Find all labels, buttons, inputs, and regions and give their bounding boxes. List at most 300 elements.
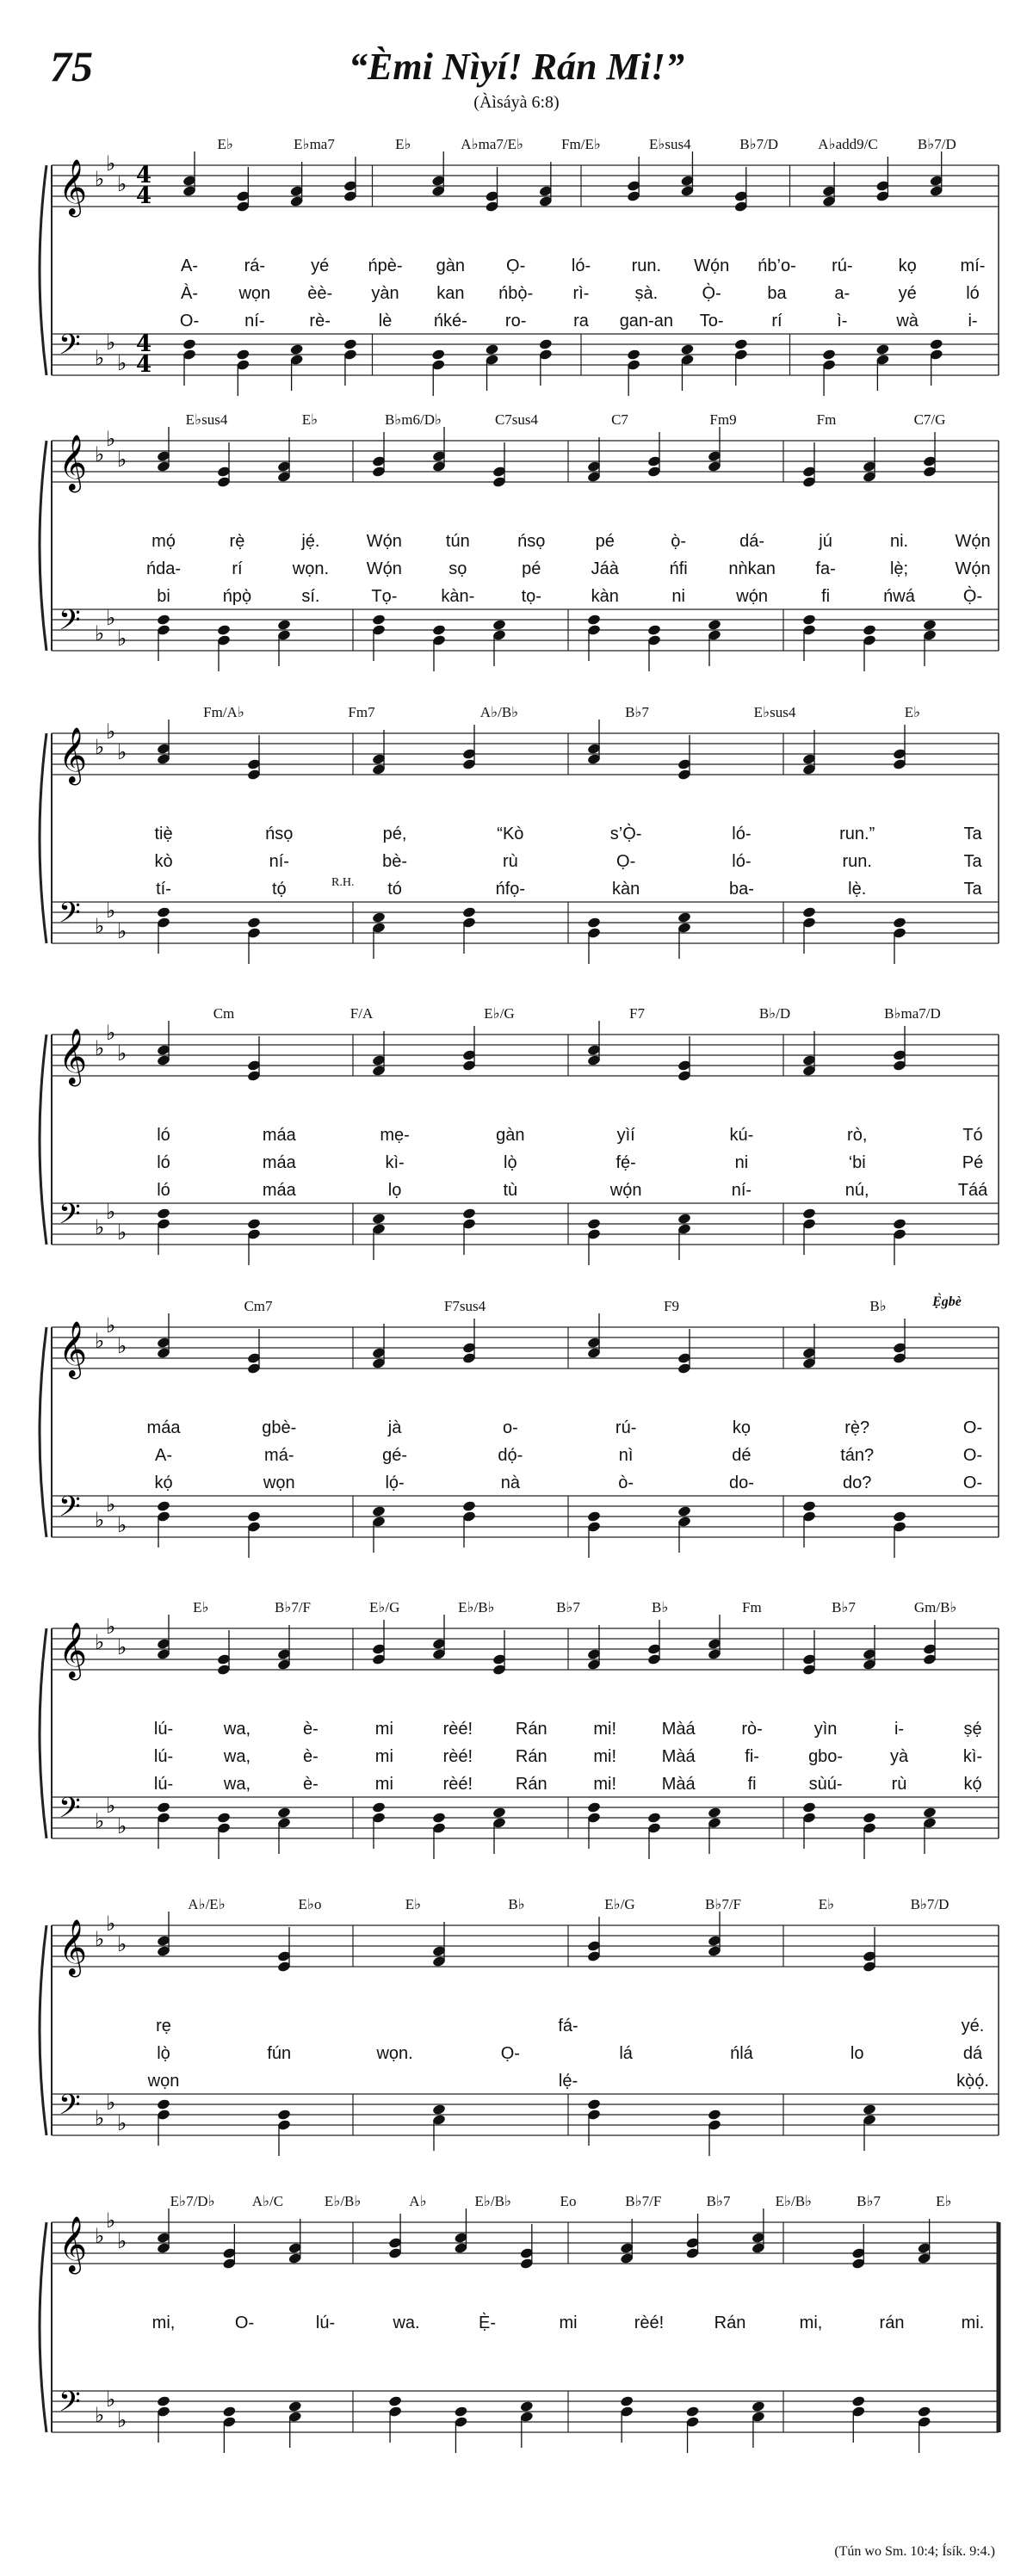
lyric-syllable: kì- [385, 1153, 405, 1172]
lyric-syllable: ba [767, 284, 787, 303]
bass-clef-icon: 𝄢 [59, 1491, 81, 1530]
chord-symbol: B♭m6/D♭ [384, 411, 442, 428]
chord-symbol: E♭sus4 [185, 411, 228, 428]
lyric-syllable: Wọ́n [955, 532, 991, 551]
lyric-verse-1 [0, 825, 1033, 847]
lyric-verse-2 [0, 1153, 1033, 1176]
lyric-syllable: ṣà. [634, 284, 659, 303]
lyric-syllable: máa [262, 1181, 296, 1200]
chord-symbol: E♭ [405, 1896, 422, 1912]
lyric-syllable: Màá [661, 1747, 696, 1766]
lyric-syllable: sùú- [808, 1775, 843, 1794]
lyric-syllable: ńpè- [368, 256, 403, 275]
lyric-syllable: lọ [387, 1181, 402, 1200]
music-system [0, 129, 1033, 413]
lyric-syllable: mi [374, 1775, 393, 1794]
lyric-syllable: jẹ́. [301, 532, 320, 551]
music-system [0, 697, 1033, 981]
key-signature-flat-icon: ♭ [106, 720, 116, 744]
lyric-syllable: mi, [799, 2313, 823, 2332]
bass-note [277, 1807, 292, 1819]
lyric-syllable: yìn [813, 1720, 838, 1739]
lyric-syllable: Ta [963, 880, 982, 899]
key-signature-flat-icon: ♭ [117, 1041, 127, 1066]
key-signature-flat-icon: ♭ [106, 2388, 116, 2412]
bass-note [587, 1510, 602, 1523]
key-signature-flat-icon: ♭ [117, 1334, 127, 1358]
time-signature: 4 [136, 183, 152, 209]
lyric-verse-2 [0, 852, 1033, 874]
hymn-title: “Èmi Nìyí! Rán Mi!” [349, 46, 684, 88]
lyric-syllable: s’Ọ̀- [609, 825, 642, 843]
lyric-syllable: tọ́ [271, 880, 287, 899]
lyric-syllable: fa- [815, 559, 836, 578]
hymn-number: 75 [50, 42, 93, 90]
lyric-syllable: yé [898, 284, 917, 303]
bass-note [587, 614, 602, 626]
lyric-syllable: lọ́- [385, 1473, 405, 1492]
lyric-syllable: ro- [504, 312, 527, 330]
lyric-syllable: dá [962, 2044, 983, 2063]
bass-note [277, 619, 292, 631]
treble-clef-icon: 𝄞 [59, 2216, 88, 2272]
lyric-syllable: dá- [739, 532, 765, 551]
lyric-syllable: ṣẹ́ [963, 1720, 982, 1739]
bass-clef-icon: 𝄢 [59, 604, 81, 644]
chord-symbol: F7 [629, 1005, 645, 1022]
chord-symbol: B♭7/F [704, 1896, 742, 1912]
time-signature: 4 [136, 331, 152, 357]
bass-note [587, 917, 602, 929]
key-signature-flat-icon: ♭ [106, 1794, 116, 1818]
lyric-syllable: rí [771, 312, 782, 330]
lyric-syllable: wọn [263, 1473, 295, 1492]
chord-symbol: E♭/G [368, 1599, 400, 1615]
lyric-syllable: kọ [898, 256, 917, 275]
treble-clef-icon: 𝄞 [59, 1622, 88, 1678]
lyric-verse-2 [0, 559, 1033, 582]
lyric-verse-1 [0, 1720, 1033, 1742]
lyric-syllable: ní- [731, 1181, 752, 1200]
chord-symbol: B♭ [651, 1599, 669, 1615]
key-signature-flat-icon: ♭ [95, 1630, 105, 1654]
lyric-syllable: ńpọ̀ [222, 587, 252, 606]
lyric-syllable: lú- [153, 1775, 174, 1794]
chord-symbol: Cm [213, 1005, 235, 1022]
lyric-syllable: tọ- [521, 587, 541, 606]
lyric-syllable: yé [311, 256, 330, 275]
lyric-syllable: dọ́- [498, 1446, 523, 1465]
bass-note [929, 338, 943, 350]
bass-note [277, 2109, 292, 2121]
bass-note [677, 911, 692, 924]
bass-note [372, 911, 387, 924]
bass-clef-icon: 𝄢 [59, 2089, 81, 2128]
lyric-syllable: rí [232, 559, 243, 578]
lyric-syllable: lo [850, 2044, 864, 2063]
chord-symbol: E♭ [301, 411, 319, 428]
lyric-syllable: rèé! [634, 2313, 665, 2332]
lyric-syllable: ńbọ̀- [498, 284, 534, 303]
lyric-syllable: i- [894, 1720, 905, 1739]
lyric-syllable: mi [374, 1747, 393, 1766]
bass-note [157, 614, 171, 626]
lyric-syllable: gàn [436, 256, 466, 275]
bass-note [462, 1208, 477, 1220]
music-system [0, 405, 1033, 689]
lyric-syllable: Ta [963, 852, 982, 871]
lyric-syllable: ló [157, 1153, 170, 1172]
chord-symbol: B♭7 [706, 2193, 731, 2209]
chord-symbol: Fm7 [348, 704, 375, 720]
bass-note [893, 1218, 907, 1230]
bass-note [685, 2406, 700, 2418]
bass-note [431, 349, 446, 361]
lyric-syllable: mi, [152, 2313, 176, 2332]
bass-note [485, 343, 499, 355]
bass-note [289, 343, 304, 355]
lyric-syllable: ì- [837, 312, 848, 330]
lyric-syllable: tán? [840, 1446, 875, 1465]
lyric-syllable: rá- [244, 256, 266, 275]
lyric-syllable: wa, [223, 1720, 251, 1739]
lyric-syllable: rèé! [442, 1747, 473, 1766]
lyric-verse-1 [0, 1126, 1033, 1148]
lyric-syllable: fá- [558, 2017, 578, 2035]
lyric-syllable: Ọ̀- [702, 284, 721, 303]
lyric-syllable: To- [699, 312, 724, 330]
lyric-syllable: fún [267, 2044, 292, 2063]
lyric-syllable: wa, [223, 1747, 251, 1766]
lyric-syllable: ni [671, 587, 685, 606]
bass-note [752, 2400, 766, 2412]
lyric-syllable: o- [502, 1418, 518, 1437]
lyric-syllable: do- [728, 1473, 754, 1492]
lyric-syllable: Màá [661, 1720, 696, 1739]
key-signature-flat-icon: ♭ [106, 1615, 116, 1639]
lyric-syllable: ló- [571, 256, 591, 275]
lyric-syllable: Pé [962, 1153, 984, 1172]
bass-note [182, 338, 197, 350]
chord-symbol: Fm/E♭ [561, 136, 601, 152]
lyric-syllable: Jáà [591, 559, 619, 578]
lyric-syllable: rèé! [442, 1775, 473, 1794]
lyric-syllable: O- [962, 1473, 983, 1492]
chord-symbol: E♭/B♭ [474, 2193, 511, 2209]
bass-clef-icon: 𝄢 [59, 2386, 81, 2425]
lyric-syllable: rán [879, 2313, 905, 2332]
lyric-syllable: ba- [728, 880, 754, 899]
lyric-syllable: ra [573, 312, 589, 330]
lyric-syllable: kọ́ [154, 1473, 173, 1492]
chord-symbol: E♭ [818, 1896, 835, 1912]
lyric-syllable: bi [157, 587, 170, 606]
lyric-syllable: tiẹ̀ [154, 825, 173, 843]
lyric-verse-3 [0, 2072, 1033, 2094]
treble-clef-icon: 𝄞 [59, 1321, 88, 1377]
lyric-syllable: kú- [729, 1126, 754, 1145]
lyric-syllable: mọ́ [152, 532, 176, 551]
lyric-syllable: mi [559, 2313, 578, 2332]
lyric-syllable: jú [819, 532, 832, 551]
lyric-verse-3 [0, 1181, 1033, 1203]
lyric-syllable: ‘bi [848, 1153, 866, 1172]
bass-note [372, 614, 387, 626]
treble-clef-icon: 𝄞 [59, 435, 88, 491]
chord-symbol: B♭ [508, 1896, 525, 1912]
lyric-syllable: lọ̀ [157, 2044, 170, 2063]
bass-clef-icon: 𝄢 [59, 897, 81, 936]
lyric-syllable: kì- [962, 1747, 983, 1766]
bass-note [851, 2395, 866, 2407]
lyric-verse-2 [0, 284, 1033, 306]
lyric-syllable: rẹ̀? [844, 1418, 870, 1437]
chord-symbol: B♭7 [625, 704, 649, 720]
lyric-syllable: bè- [382, 852, 408, 871]
lyric-syllable: kàn- [441, 587, 475, 606]
bass-note [157, 1208, 171, 1220]
bass-note [492, 1807, 507, 1819]
lyric-syllable: pé, [382, 825, 407, 843]
lyric-syllable: wọn. [376, 2044, 413, 2063]
lyric-syllable: mi! [593, 1747, 617, 1766]
key-signature-flat-icon: ♭ [106, 2208, 116, 2233]
lyric-syllable: nì [618, 1446, 634, 1465]
chord-symbol: E♭ [936, 2193, 952, 2209]
bass-note [432, 2103, 447, 2116]
lyric-syllable: run. [631, 256, 662, 275]
music-system [0, 2186, 1033, 2470]
bass-note [236, 349, 251, 361]
chord-symbol: B♭7/D [739, 136, 779, 152]
treble-clef-icon: 𝄞 [59, 727, 88, 783]
key-signature-flat-icon: ♭ [117, 448, 127, 472]
bass-note [157, 2098, 171, 2110]
lyric-syllable: Rán [515, 1775, 547, 1794]
key-signature-flat-icon: ♭ [95, 1036, 105, 1060]
lyric-verse-2 [0, 1446, 1033, 1468]
bass-note [680, 343, 695, 355]
lyric-syllable: ni. [889, 532, 909, 551]
bass-note [627, 349, 641, 361]
bass-note [587, 2098, 602, 2110]
lyric-syllable: ló [157, 1181, 170, 1200]
lyric-syllable: yà [889, 1747, 909, 1766]
key-signature-flat-icon: ♭ [106, 1313, 116, 1337]
lyric-syllable: lú- [315, 2313, 336, 2332]
key-signature-flat-icon: ♭ [106, 330, 116, 355]
key-signature-flat-icon: ♭ [106, 151, 116, 176]
key-signature-flat-icon: ♭ [117, 919, 127, 943]
key-signature-flat-icon: ♭ [117, 627, 127, 651]
lyric-verse-2 [0, 1747, 1033, 1770]
key-signature-flat-icon: ♭ [95, 167, 105, 191]
bass-note [923, 619, 937, 631]
key-signature-flat-icon: ♭ [117, 1635, 127, 1659]
chord-symbol: E♭/B♭ [324, 2193, 362, 2209]
bass-note [372, 1801, 387, 1813]
chord-symbol: E♭sus4 [649, 136, 691, 152]
lyric-syllable: fi [747, 1775, 757, 1794]
lyric-syllable: O- [962, 1446, 983, 1465]
section-marking: Ẹ̀gbè [932, 1294, 962, 1309]
chord-symbol: E♭/B♭ [775, 2193, 813, 2209]
bass-note [388, 2395, 403, 2407]
key-signature-flat-icon: ♭ [117, 1220, 127, 1245]
lyric-syllable: lú- [153, 1747, 174, 1766]
chord-symbol: A♭/B♭ [479, 704, 519, 720]
bass-note [893, 917, 907, 929]
bass-note [677, 1213, 692, 1225]
lyric-syllable: ńb’o- [758, 256, 796, 275]
key-signature-flat-icon: ♭ [117, 1814, 127, 1838]
lyric-syllable: ní- [269, 852, 289, 871]
lyric-syllable: yàn [371, 284, 399, 303]
lyric-syllable: run.” [839, 825, 875, 843]
key-signature-flat-icon: ♭ [117, 2408, 127, 2432]
lyric-syllable: gbè- [262, 1418, 297, 1437]
key-signature-flat-icon: ♭ [95, 346, 105, 370]
key-signature-flat-icon: ♭ [95, 1329, 105, 1353]
lyric-verse-3 [0, 880, 1033, 902]
bass-note [923, 1807, 937, 1819]
bass-note [822, 349, 837, 361]
lyric-syllable: Ọ- [616, 852, 636, 871]
bass-note [157, 1500, 171, 1512]
key-signature-flat-icon: ♭ [95, 1927, 105, 1951]
key-signature-flat-icon: ♭ [106, 899, 116, 923]
lyric-syllable: run. [842, 852, 872, 871]
lyric-syllable: tún [445, 532, 470, 551]
lyric-syllable: À- [181, 284, 198, 303]
bass-note [677, 1505, 692, 1517]
bass-note [222, 2406, 237, 2418]
lyric-syllable: Rán [714, 2313, 746, 2332]
lyric-syllable: ló- [732, 825, 752, 843]
key-signature-flat-icon: ♭ [117, 172, 127, 196]
lyric-syllable: gbo- [808, 1747, 844, 1766]
lyric-syllable: rò- [741, 1720, 763, 1739]
chord-symbol: E♭sus4 [753, 704, 796, 720]
chord-symbol: E♭ [193, 1599, 209, 1615]
lyric-syllable: mi. [961, 2313, 985, 2332]
lyric-syllable: rè- [309, 312, 331, 330]
lyric-syllable: tù [503, 1181, 518, 1200]
key-signature-flat-icon: ♭ [95, 1215, 105, 1239]
lyric-syllable: sí. [301, 587, 320, 606]
chord-symbol: B♭/D [758, 1005, 791, 1022]
lyric-syllable: ni [734, 1153, 749, 1172]
bass-note [917, 2406, 931, 2418]
lyric-syllable: nǹkan [728, 559, 776, 578]
bass-note [247, 1510, 262, 1523]
bass-clef-icon: 𝄢 [59, 1792, 81, 1832]
lyric-syllable: fi [821, 587, 831, 606]
key-signature-flat-icon: ♭ [117, 1513, 127, 1537]
lyric-syllable: lá [619, 2044, 633, 2063]
footer-reference: (Tún wo Sm. 10:4; Ísík. 9:4.) [834, 2544, 995, 2559]
lyric-syllable: Ọ̀- [962, 587, 983, 606]
lyric-syllable: ọ̀- [671, 532, 687, 551]
bass-note [893, 1510, 907, 1523]
chord-symbol: B♭7/D [917, 136, 956, 152]
lyric-verse-1 [0, 532, 1033, 554]
lyric-syllable: ńlá [730, 2044, 753, 2063]
bass-note [343, 338, 358, 350]
key-signature-flat-icon: ♭ [106, 427, 116, 451]
treble-clef-icon: 𝄞 [59, 159, 88, 215]
key-signature-flat-icon: ♭ [95, 1809, 105, 1833]
key-signature-flat-icon: ♭ [95, 2224, 105, 2248]
chord-symbol: B♭7/F [625, 2193, 662, 2209]
key-signature-flat-icon: ♭ [106, 1912, 116, 1936]
lyric-syllable: yé. [961, 2017, 985, 2035]
key-signature-flat-icon: ♭ [117, 351, 127, 375]
chord-symbol: B♭ [869, 1298, 887, 1314]
bass-note [520, 2400, 535, 2412]
lyric-syllable: wà [896, 312, 919, 330]
lyric-syllable: rù [891, 1775, 907, 1794]
bass-note [863, 624, 877, 636]
lyric-syllable: Rán [515, 1747, 547, 1766]
key-signature-flat-icon: ♭ [95, 2403, 105, 2427]
lyric-syllable: Tó [962, 1126, 983, 1145]
music-system [0, 1592, 1033, 1876]
chord-symbol: E♭ma7 [294, 136, 335, 152]
lyric-syllable: rù [502, 852, 518, 871]
lyric-syllable: fi- [745, 1747, 759, 1766]
lyric-syllable: è- [303, 1775, 319, 1794]
bass-note [708, 1807, 722, 1819]
lyric-syllable: gan-an [619, 312, 673, 330]
lyric-syllable: O- [962, 1418, 983, 1437]
treble-clef-icon: 𝄞 [59, 1919, 88, 1975]
lyric-verse-1 [0, 2313, 1033, 2336]
lyric-syllable: Ta [963, 825, 982, 843]
lyric-syllable: tó [387, 880, 402, 899]
chord-symbol: Fm [741, 1599, 762, 1615]
chord-symbol: B♭7/F [274, 1599, 312, 1615]
lyric-syllable: kọ̀ọ́. [956, 2072, 989, 2091]
chord-symbol: E♭/G [484, 1005, 515, 1022]
lyric-syllable: wọ́n [736, 587, 768, 606]
lyric-syllable: rẹ̀ [229, 532, 245, 551]
lyric-syllable: wọn [238, 284, 271, 303]
bass-note [802, 1208, 817, 1220]
key-signature-flat-icon: ♭ [95, 735, 105, 759]
lyric-syllable: ńsọ [517, 532, 546, 551]
lyric-verse-3 [0, 587, 1033, 609]
bass-clef-icon: 𝄢 [59, 1198, 81, 1238]
chord-symbol: B♭7 [857, 2193, 881, 2209]
lyric-syllable: máa [262, 1153, 296, 1172]
lyric-syllable: kọ [732, 1418, 751, 1437]
lyric-verse-1 [0, 256, 1033, 279]
key-signature-flat-icon: ♭ [106, 1021, 116, 1045]
chord-symbol: E♭/B♭ [458, 1599, 495, 1615]
chord-symbol: Gm/B♭ [913, 1599, 957, 1615]
chord-symbol: F9 [664, 1298, 679, 1314]
chord-symbol: A♭/C [251, 2193, 284, 2209]
lyric-syllable: rẹ [156, 2017, 171, 2035]
bass-note [587, 1218, 602, 1230]
lyric-syllable: kan [436, 284, 465, 303]
lyric-syllable: ló- [732, 852, 752, 871]
lyric-syllable: rú- [615, 1418, 637, 1437]
key-signature-flat-icon: ♭ [106, 606, 116, 630]
lyric-syllable: wa, [223, 1775, 251, 1794]
bass-note [802, 614, 817, 626]
